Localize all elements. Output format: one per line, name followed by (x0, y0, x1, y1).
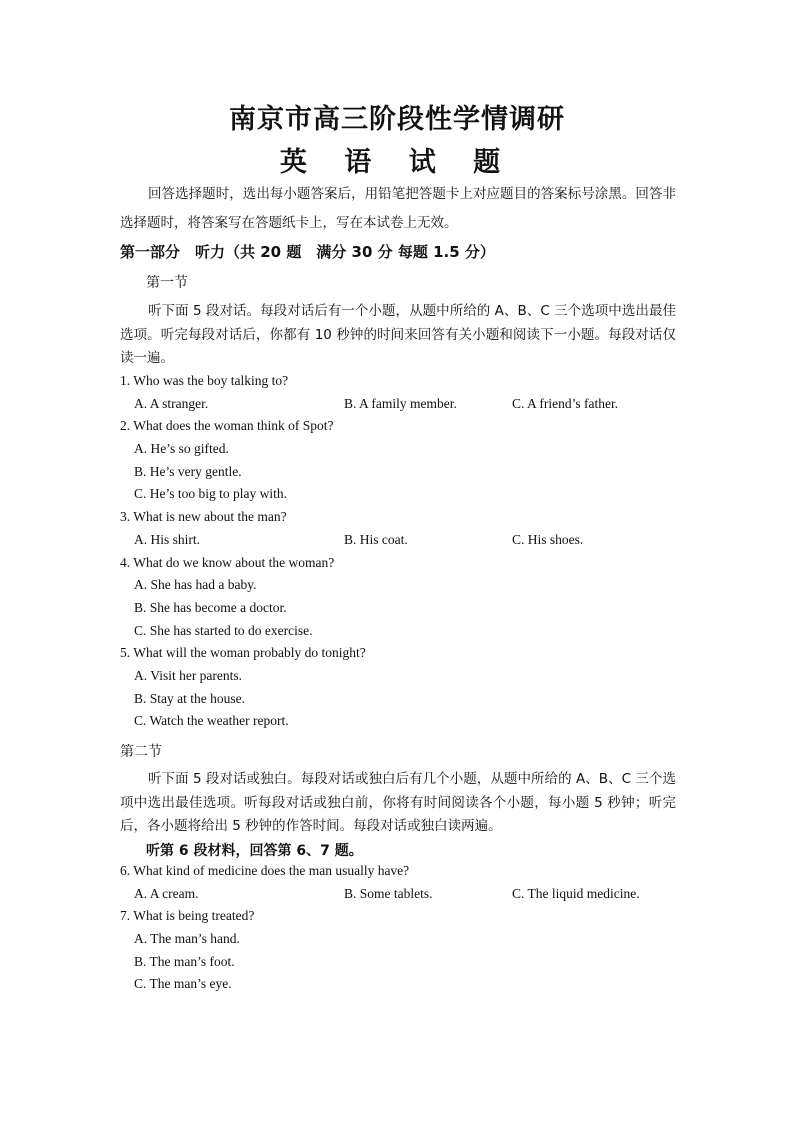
q5-option-c: C. Watch the weather report. (134, 713, 289, 728)
section1-label: 第一节 (146, 275, 188, 291)
q7-option-a: A. The man’s hand. (134, 931, 240, 946)
q6-option-b: B. Some tablets. (344, 886, 433, 901)
q6-option-a: A. A cream. (134, 886, 199, 901)
q1-option-c: C. A friend’s father. (512, 396, 619, 411)
q1-option-b: B. A family member. (344, 396, 457, 411)
q2-option-b: B. He’s very gentle. (134, 464, 242, 479)
q4-option-a: A. She has had a baby. (134, 577, 257, 592)
question-6: 6. What kind of medicine does the man usually have? (120, 863, 410, 878)
q3-option-a: A. His shirt. (134, 532, 201, 547)
question-5: 5. What will the woman probably do tonight? (120, 645, 366, 660)
q3-option-c: C. His shoes. (512, 532, 584, 547)
q4-option-c: C. She has started to do exercise. (134, 623, 313, 638)
q5-option-b: B. Stay at the house. (134, 691, 245, 706)
section2-instructions: 听下面 5 段对话或独白。每段对话或独白后有几个小题，从题中所给的 A、B、C 三个选项中选出最佳选项。听每段对话或独白前，你将有时间阅读各个小题，每小题 5 秒钟；听完后，各小题将给出 5 秒钟的作答时间。每段对话或独白读两遍。 (120, 771, 676, 834)
part1-heading: 第一部分 听力（共 20 题 满分 30 分 每题 1.5 分） (120, 243, 495, 261)
section1-instructions: 听下面 5 段对话。每段对话后有一个小题，从题中所给的 A、B、C 三个选项中选出最佳选项。听完每段对话后，你都有 10 秒钟的时间来回答有关小题和阅读下一小题。每段对话仅读一遍。 (120, 303, 676, 366)
question-2: 2. What does the woman think of Spot? (120, 418, 334, 433)
question-7: 7. What is being treated? (120, 908, 255, 923)
subject-title: 英 语 试 题 (279, 147, 515, 178)
question-4: 4. What do we know about the woman? (120, 555, 335, 570)
question-1: 1. Who was the boy talking to? (120, 373, 289, 388)
q5-option-a: A. Visit her parents. (134, 668, 243, 683)
section2-label: 第二节 (120, 744, 162, 760)
material-note: 听第 6 段材料，回答第 6、7 题。 (146, 843, 363, 859)
q7-option-b: B. The man’s foot. (134, 954, 235, 969)
question-3: 3. What is new about the man? (120, 509, 287, 524)
page-title: 南京市高三阶段性学情调研 (229, 104, 565, 135)
q2-option-a: A. He’s so gifted. (134, 441, 229, 456)
q7-option-c: C. The man’s eye. (134, 976, 232, 991)
q4-option-b: B. She has become a doctor. (134, 600, 287, 615)
q2-option-c: C. He’s too big to play with. (134, 486, 287, 501)
intro-instructions: 回答选择题时，选出每小题答案后，用铅笔把答题卡上对应题目的答案标号涂黑。回答非选择题时，将答案写在答题纸卡上，写在本试卷上无效。 (120, 186, 676, 231)
q3-option-b: B. His coat. (344, 532, 408, 547)
q6-option-c: C. The liquid medicine. (512, 886, 640, 901)
q1-option-a: A. A stranger. (134, 396, 209, 411)
